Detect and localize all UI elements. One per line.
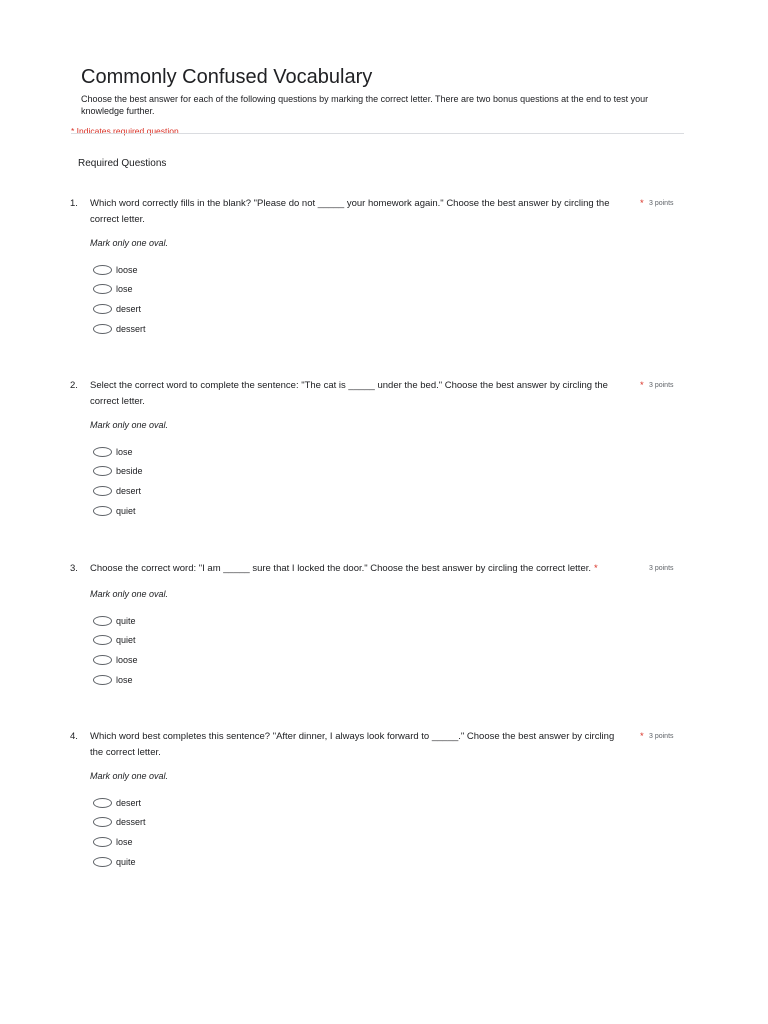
points-label: 3 points [649,733,674,740]
option-label: quiet [116,635,136,646]
section-title: Required Questions [78,158,167,169]
radio-oval[interactable] [93,616,112,626]
option-list [93,442,143,520]
option-loose[interactable] [93,650,138,670]
radio-oval[interactable] [93,304,112,314]
option-dessert[interactable] [93,813,146,833]
option-list [93,793,146,871]
option-lose[interactable] [93,280,146,300]
radio-oval[interactable] [93,447,112,457]
option-dessert[interactable] [93,319,146,339]
option-desert[interactable] [93,299,146,319]
option-desert[interactable] [93,481,143,501]
question-text-content: Choose the correct word: "I am _____ sure that I locked the door." Choose the best answer by circling the correct letter. [90,563,592,574]
radio-oval[interactable] [93,837,112,847]
option-desert[interactable] [93,793,146,813]
radio-oval[interactable] [93,506,112,516]
radio-oval[interactable] [93,675,112,685]
radio-oval[interactable] [93,798,112,808]
option-beside[interactable] [93,462,143,482]
question-text: Which word best completes this sentence? "After dinner, I always look forward to _____." Choose the best answer by circling the correct letter. [90,731,615,758]
option-quiet[interactable] [93,501,143,521]
question-number: 4. [70,731,78,742]
option-label: quiet [116,505,136,516]
option-lose[interactable] [93,670,138,690]
question-text [90,561,635,577]
option-label: quite [116,615,136,626]
option-label: loose [116,654,138,665]
option-list [93,260,146,338]
radio-oval[interactable] [93,284,112,294]
required-asterisk: * [594,563,598,574]
radio-oval[interactable] [93,635,112,645]
radio-oval[interactable] [93,265,112,275]
radio-oval[interactable] [93,466,112,476]
radio-oval[interactable] [93,857,112,867]
points-label: 3 points [649,200,674,207]
question-number: 1. [70,198,78,209]
points-label: 3 points [649,565,674,572]
option-quite[interactable] [93,611,138,631]
option-label: lose [116,284,133,295]
question-number: 2. [70,380,78,391]
option-lose[interactable] [93,442,143,462]
header-divider [71,133,684,134]
question-text: Which word correctly fills in the blank? "Please do not _____ your homework again." Choose the best answer by circling the correct letter. [90,198,610,225]
question-instruction: Mark only one oval. [90,420,169,430]
radio-oval[interactable] [93,324,112,334]
radio-oval[interactable] [93,655,112,665]
required-asterisk: * [640,731,644,742]
question-instruction: Mark only one oval. [90,238,169,248]
option-list [93,611,138,689]
question-text: Select the correct word to complete the sentence: "The cat is _____ under the bed." Choose the best answer by circling the correct letter. [90,380,608,407]
option-label: lose [116,674,133,685]
option-label: beside [116,466,143,477]
radio-oval[interactable] [93,486,112,496]
option-label: dessert [116,817,146,828]
question-number: 3. [70,563,78,574]
points-label: 3 points [649,382,674,389]
option-label: lose [116,836,133,847]
option-label: dessert [116,323,146,334]
option-label: desert [116,303,142,314]
option-quite[interactable] [93,852,146,872]
option-quiet[interactable] [93,631,138,651]
option-label: loose [116,264,138,275]
question-instruction: Mark only one oval. [90,771,169,781]
required-asterisk: * [640,198,644,209]
option-label: desert [116,797,142,808]
form-title: Commonly Confused Vocabulary [81,66,373,88]
option-loose[interactable] [93,260,146,280]
radio-oval[interactable] [93,817,112,827]
form-description: Choose the best answer for each of the following questions by marking the correct letter. There are two bonus questions at the end to test your knowledge further. [81,94,649,116]
option-label: desert [116,485,142,496]
option-lose[interactable] [93,832,146,852]
question-instruction: Mark only one oval. [90,589,169,599]
option-label: quite [116,856,136,867]
option-label: lose [116,446,133,457]
required-asterisk: * [640,380,644,391]
required-note: * Indicates required question [71,126,179,136]
